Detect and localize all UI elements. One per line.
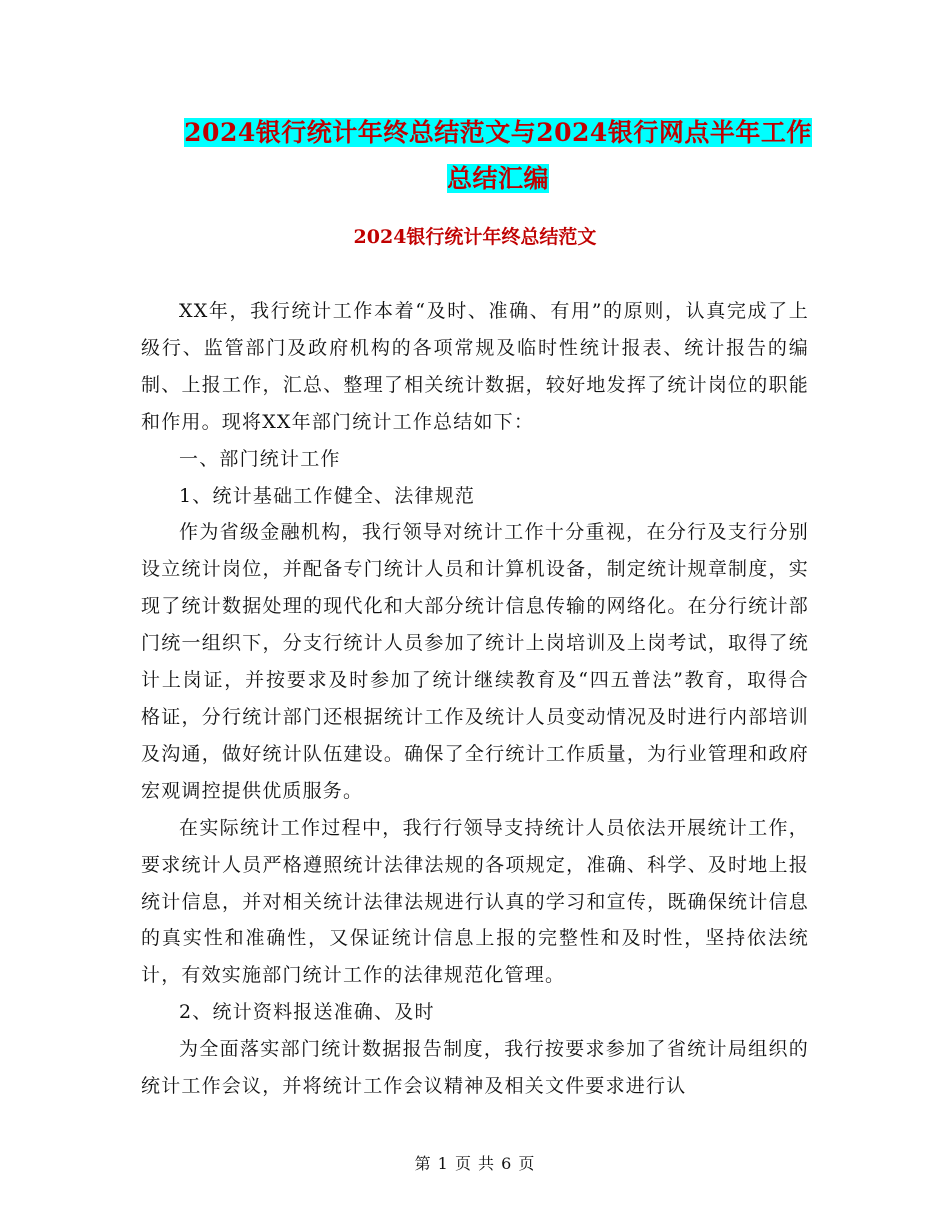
- heading-subsection-2: 2、统计资料报送准确、及时: [179, 1001, 435, 1024]
- document-body: [141, 293, 809, 1105]
- heading-section-1: 一、部门统计工作: [179, 447, 341, 470]
- paragraph-body-2: 在实际统计工作过程中，我行行领导支持统计人员依法开展统计工作，要求统计人员严格遵照统计法律法规的各项规定，准确、科学、及时地上报统计信息，并对相关统计法律法规进行认真的学习和宣传，既确保统计信息的真实性和准确性，又保证统计信息上报的完整性和及时性，坚持依法统计，有效实施部门统计工作的法律规范化管理。: [141, 816, 809, 987]
- title-line-1: 2024银行统计年终总结范文与2024银行网点半年工作: [184, 118, 812, 147]
- paragraph-intro: XX年，我行统计工作本着“及时、准确、有用”的原则，认真完成了上级行、监管部门及政府机构的各项常规及临时性统计报表、统计报告的编制、上报工作，汇总、整理了相关统计数据，较好地发挥了统计岗位的职能和作用。现将XX年部门统计工作总结如下：: [141, 300, 809, 433]
- paragraph-body-3: 为全面落实部门统计数据报告制度，我行按要求参加了省统计局组织的统计工作会议，并将统计工作会议精神及相关文件要求进行认: [141, 1038, 809, 1098]
- document-title: [140, 110, 856, 202]
- paragraph-body-1: 作为省级金融机构，我行领导对统计工作十分重视，在分行及支行分别设立统计岗位，并配备专门统计人员和计算机设备，制定统计规章制度，实现了统计数据处理的现代化和大部分统计信息传输的网络化。在分行统计部门统一组织下，分支行统计人员参加了统计上岗培训及上岗考试，取得了统计上岗证，并按要求及时参加了统计继续教育及“四五普法”教育，取得合格证，分行统计部门还根据统计工作及统计人员变动情况及时进行内部培训及沟通，做好统计队伍建设。确保了全行统计工作质量，为行业管理和政府宏观调控提供优质服务。: [141, 521, 809, 802]
- section-subtitle: 2024银行统计年终总结范文: [353, 226, 597, 248]
- title-line-2: 总结汇编: [446, 164, 549, 193]
- page-number-footer: 第 1 页 共 6 页: [414, 1154, 536, 1173]
- heading-subsection-1: 1、统计基础工作健全、法律规范: [179, 484, 476, 507]
